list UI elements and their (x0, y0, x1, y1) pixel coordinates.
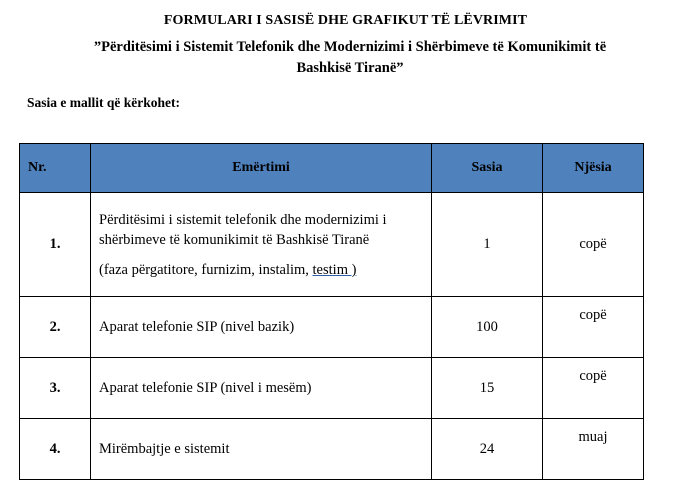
header-nr: Nr. (20, 144, 91, 193)
row-unit: copë (543, 358, 644, 419)
row-unit: copë (543, 193, 644, 297)
row-name (91, 193, 432, 297)
quantity-table (19, 143, 644, 480)
table-row (20, 419, 644, 480)
subtitle-line-2: Bashkisë Tiranë” (296, 60, 404, 76)
header-qty: Sasia (432, 144, 543, 193)
row-nr: 3. (20, 358, 91, 419)
table-row (20, 297, 644, 358)
row-name: Aparat telefonie SIP (nivel i mesëm) (91, 358, 432, 419)
row-name-note-underlined: testim ) (312, 262, 357, 278)
row-name-note (99, 262, 431, 279)
row-name-line-2: shërbimeve të komunikimit të Bashkisë Tiranë (99, 232, 370, 248)
quantity-label: Sasia e mallit që kërkohet: (27, 95, 180, 110)
header-unit: Njësia (543, 144, 644, 193)
subtitle-line-1: ”Përditësimi i Sistemit Telefonik dhe Modernizimi i Shërbimeve të Komunikimit të (93, 39, 607, 55)
row-qty: 24 (432, 419, 543, 480)
document-title: FORMULARI I SASISË DHE GRAFIKUT TË LËVRIMIT (163, 13, 528, 28)
row-nr: 2. (20, 297, 91, 358)
row-name-line-1: Përditësimi i sistemit telefonik dhe modernizimi i (99, 212, 387, 228)
header-name: Emërtimi (91, 144, 432, 193)
row-unit: muaj (543, 419, 644, 480)
table-row (20, 358, 644, 419)
row-qty: 100 (432, 297, 543, 358)
table-row (20, 193, 644, 297)
document-subtitle (40, 37, 660, 79)
table-header-row (20, 144, 644, 193)
row-nr: 4. (20, 419, 91, 480)
row-qty: 15 (432, 358, 543, 419)
row-qty: 1 (432, 193, 543, 297)
row-unit: copë (543, 297, 644, 358)
row-nr: 1. (20, 193, 91, 297)
row-name-note-prefix: (faza përgatitore, furnizim, instalim, (99, 262, 313, 278)
row-name: Aparat telefonie SIP (nivel bazik) (91, 297, 432, 358)
row-name: Mirëmbajtje e sistemit (91, 419, 432, 480)
